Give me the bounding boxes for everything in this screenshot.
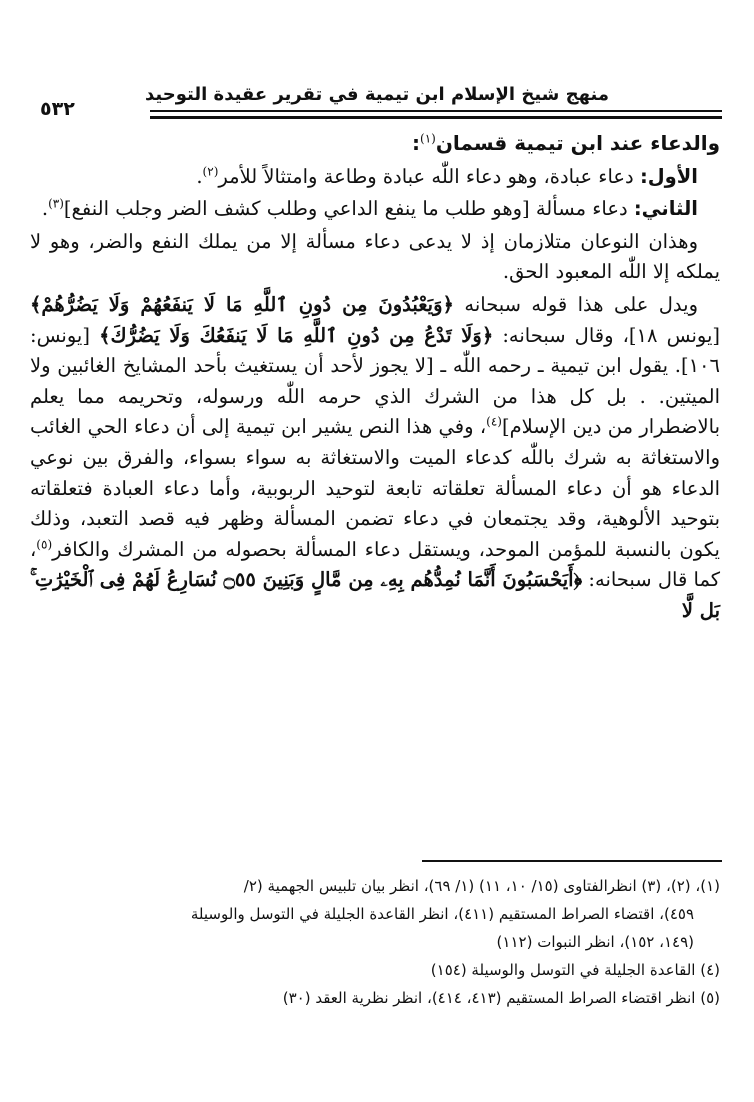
paragraph-text: [يونس: ١٠٦]. يقول ابن تيمية ـ رحمه اللّٰه ـ [لا يجوز لأحد أن يستغيث بأحد المشايخ الغائبين ولا الميتين. . بل كل هذا من الشرك الذي حرمه اللّٰه ورسوله، وتحريمه مما يعلم بالاضطرار من دين الإسلام] [30,323,720,439]
paragraph-text: ، وفي هذا النص يشير ابن تيمية إلى أن دعاء الحي الغائب والاستغاثة به شرك باللّٰه كدعاء الميت والاستغاثة به سواء بسواء، والفرق بين نوعي الدعاء هو أن دعاء المسألة تعلقاته تابعة لتوحيد الربوبية، وأما دعاء العبادة فتعلقاته بتوحيد الألوهية، وقد يجتمعان في دعاء تضمن المسألة وظهر فيه قصد التعبد، وذلك يكون بالنسبة للمؤمن الموحد، ويستقل دعاء المسألة بحصوله من المشرك والكافر [30,415,720,561]
footnote-separator [422,860,722,862]
main-text [30,128,720,629]
footnote-ref: (٣) [48,196,64,211]
term-first: الأول: [639,164,698,188]
paragraph-text: [يونس ١٨]، وقال سبحانه: [493,323,720,347]
paragraph-text: دعاء عبادة، وهو دعاء اللّٰه عبادة وطاعة وامتثالاً للأمر [218,164,640,188]
footnote-ref: (٤) [486,414,502,429]
paragraph-text: دعاء مسألة [وهو طلب ما ينفع الداعي وطلب كشف الضر وجلب النفع] [63,197,634,221]
paragraph-first-type: الأول: دعاء عبادة، وهو دعاء اللّٰه عبادة وطاعة وامتثالاً للأمر$^{(٢)}$. [196,164,698,188]
quran-verse: ﴿أَيَحْسَبُونَ أَنَّمَا نُمِدُّهُم بِهِۦ مِن مَّالٍ وَبَنِينَ ۝٥٥ نُسَارِعُ لَهُمْ فِى ٱلْخَيْرَٰتِ ۚ بَل لَّا [30,568,720,622]
paragraph-evidence [30,290,720,627]
heading-text: والدعاء عند ابن تيمية قسمان [435,131,720,155]
paragraph-text: ويدل على هذا قوله سبحانه [453,292,698,316]
footnote-ref: (٥) [36,537,53,552]
header-rule-thin [150,110,722,112]
footnotes [30,872,720,1012]
paragraph-second-type: الثاني: دعاء مسألة [وهو طلب ما ينفع الداعي وطلب كشف الضر وجلب النفع]$^{(٣)}$. [41,196,698,221]
footnote-ref: (٢) [202,164,219,179]
quran-verse: ﴿وَلَا تَدْعُ مِن دُونِ ٱللَّهِ مَا لَا يَنفَعُكَ وَلَا يَضُرُّكَ﴾ [99,323,494,347]
section-heading: والدعاء عند ابن تيمية قسمان$^{(١)}$: [412,131,720,155]
running-title: منهج شيخ الإسلام ابن تيمية في تقرير عقيدة التوحيد [145,84,609,105]
header-rule-thick [150,116,722,119]
footnote-line: (٤) القاعدة الجليلة في التوسل والوسيلة (١٥٤) [430,961,720,979]
quran-verse: ﴿وَيَعْبُدُونَ مِن دُونِ ٱللَّهِ مَا لَا يَنفَعُهُمْ وَلَا يَضُرُّهُمْ﴾ [30,292,454,316]
page-number: ٥٣٢ [40,98,75,120]
footnote-ref: (١) [420,131,436,146]
term-second: الثاني: [633,197,698,221]
paragraph-correlation: وهذان النوعان متلازمان إذ لا يدعى دعاء مسألة إلا من يملك النفع والضر، وهو لا يملكه إلا اللّٰه المعبود الحق. [30,229,720,284]
footnote-line: (١)، (٢)، (٣) انظرالفتاوى (١٥/ ١٠، ١١) (١/ ٦٩)، انظر بيان تلبيس الجهمية (٢/ [243,877,720,895]
footnote-line: (١٤٩، ١٥٢)، انظر النبوات (١١٢) [496,933,694,951]
footnote-line: ٤٥٩)، اقتضاء الصراط المستقيم (٤١١)، انظر القاعدة الجليلة في التوسل والوسيلة [190,905,694,923]
paragraph-text: ، كما قال سبحانه: [30,537,721,592]
footnote-line: (٥) انظر اقتضاء الصراط المستقيم (٤١٣، ٤١٤)، انظر نظرية العقد (٣٠) [282,989,720,1007]
